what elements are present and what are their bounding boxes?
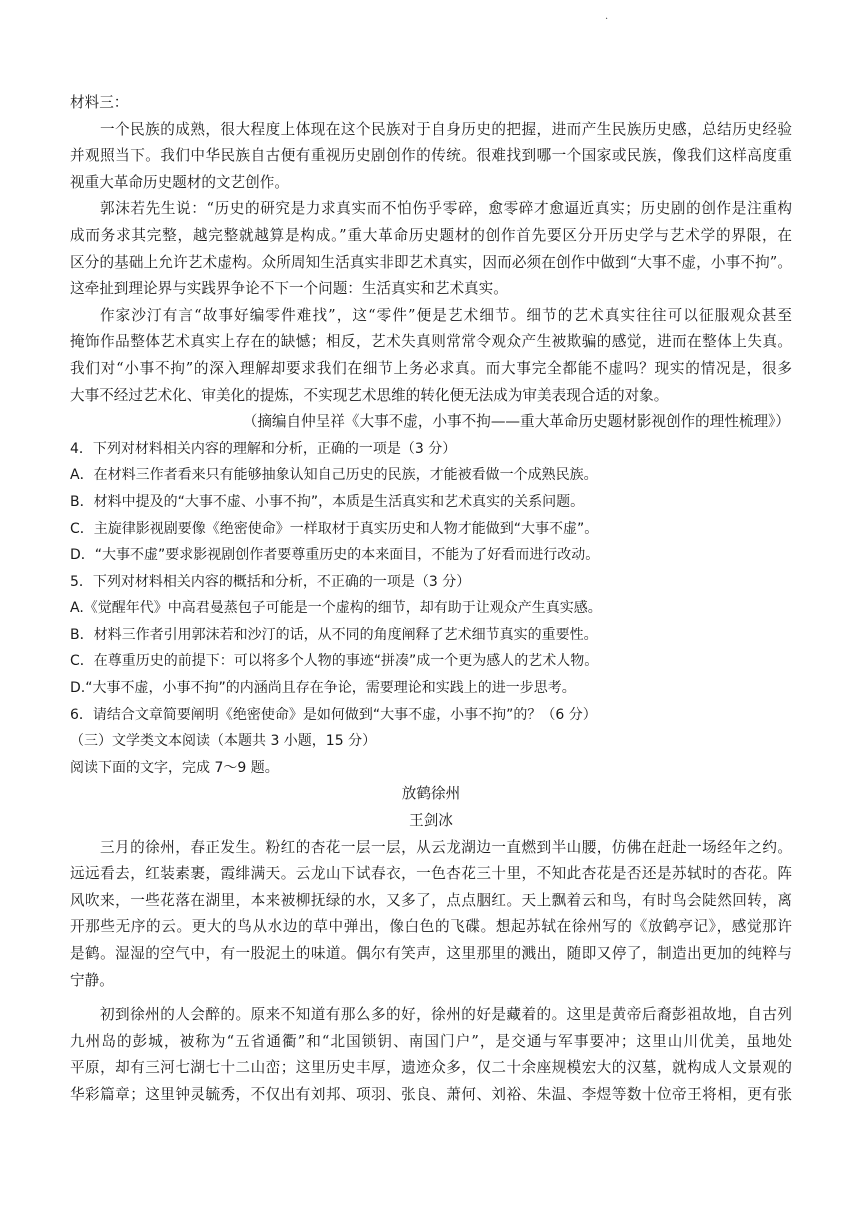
article-p2-line: 初到徐州的人会醉的。原来不知道有那么多的好，徐州的好是藏着的。这里是黄帝后裔彭祖故地，自古列 [100, 1006, 792, 1024]
question-5-option-b: B．材料三作者引用郭沫若和沙汀的话，从不同的角度阐释了艺术细节真实的重要性。 [70, 626, 598, 643]
article-p1-line: 风吹来，一些花落在湖里，本来被柳抚绿的水，又多了，点点胭红。天上飘着云和鸟，有时鸟会陡然回转，离 [70, 891, 792, 909]
question-5-option-c: C．在尊重历史的前提下：可以将多个人物的事迹“拼凑”成一个更为感人的艺术人物。 [70, 653, 599, 670]
question-4-option-b: B．材料中提及的“大事不虚、小事不拘”，本质是生活真实和艺术真实的关系问题。 [70, 493, 585, 510]
question-4-stem: 4．下列对材料相关内容的理解和分析，正确的一项是（3 分） [70, 440, 457, 457]
question-5-option-d: D.“大事不虚，小事不拘”的内涵尚且存在争论，需要理论和实践上的进一步思考。 [70, 680, 576, 697]
question-4-option-c: C．主旋律影视剧要像《绝密使命》一样取材于真实历史和人物才能做到“大事不虚”。 [70, 520, 599, 537]
material-label: 材料三： [70, 94, 129, 111]
article-p1-line: 宁静。 [70, 971, 114, 989]
section-heading: （三）文学类文本阅读（本题共 3 小题，15 分） [70, 733, 377, 750]
material-p2-line: 成而务求其完整，越完整就越算是构成。”重大革命历史题材的创作首先要区分开历史学与艺术学的界限，在 [70, 226, 792, 244]
article-p1-line: 三月的徐州，春正发生。粉红的杏花一层一层，从云龙湖边一直燃到半山腰，仿佛在赶赴一场经年之约。 [100, 838, 792, 856]
material-source: （摘编自仲呈祥《大事不虚，小事不拘——重大革命历史题材影视创作的理性梳理》） [242, 413, 790, 431]
section-instruction: 阅读下面的文字，完成 7～9 题。 [70, 759, 279, 776]
material-p2-line: 这牵扯到理论界与实践界争论不下一个问题：生活真实和艺术真实。 [70, 280, 508, 298]
article-p1-line: 远远看去，红装素裹，霞绯满天。云龙山下试春衣，一色杏花三十里，不知此杏花是否还是苏轼时的杏花。阵 [70, 865, 792, 883]
material-p1-line: 视重大革命历史题材的文艺创作。 [70, 173, 289, 191]
material-p3-line: 大事不经过艺术化、审美化的提炼，不实现艺术思维的转化便无法成为审美表现合适的对象。 [70, 386, 669, 404]
material-p1-line: 并观照当下。我们中华民族自古便有重视历史剧创作的传统。很难找到哪一个国家或民族，像我们这样高度重 [70, 147, 792, 165]
article-title: 放鹤徐州 [401, 785, 461, 803]
question-5-option-a: A.《觉醒年代》中高君曼蒸包子可能是一个虚构的细节，却有助于让观众产生真实感。 [70, 600, 602, 617]
paragraph-gap [70, 994, 792, 1002]
article-author: 王剑冰 [409, 812, 453, 830]
article-p2-line: 平原，却有三河七湖七十二山峦；这里历史丰厚，遗迹众多，仅二十余座规模宏大的汉墓，就构成人文景观的 [70, 1059, 792, 1077]
material-p3-line: 作家沙汀有言“故事好编零件难找”，这“零件”便是艺术细节。细节的艺术真实往往可以征服观众甚至 [100, 306, 792, 324]
question-4-option-a: A．在材料三作者看来只有能够抽象认知自己历史的民族，才能被看做一个成熟民族。 [70, 467, 598, 484]
question-6: 6．请结合文章简要阐明《绝密使命》是如何做到“大事不虚，小事不拘”的？（6 分） [70, 706, 597, 723]
article-p2-line: 九州岛的彭城，被称为“五省通衢”和“北国锁钥、南国门户”，是交通与军事要冲；这里山川优美，虽地处 [70, 1032, 792, 1050]
article-p2-line: 华彩篇章；这里钟灵毓秀，不仅出有刘邦、项羽、张良、萧何、刘裕、朱温、李煜等数十位帝王将相，更有张 [70, 1085, 792, 1103]
material-p1-line: 一个民族的成熟，很大程度上体现在这个民族对于自身历史的把握，进而产生民族历史感，总结历史经验 [100, 120, 792, 138]
material-p2-line: 区分的基础上允许艺术虚构。众所周知生活真实非即艺术真实，因而必须在创作中做到“大事不虚，小事不拘”。 [70, 253, 792, 271]
material-p2-line: 郭沫若先生说：“历史的研究是力求真实而不怕伤乎零碎，愈零碎才愈逼近真实；历史剧的创作是注重构 [100, 200, 792, 218]
material-p3-line: 掩饰作品整体艺术真实上存在的缺憾；相反，艺术失真则常常令观众产生被欺骗的感觉，进而在整体上失真。 [70, 333, 792, 351]
document-body [70, 90, 792, 1109]
question-4-option-d: D．“大事不虚”要求影视剧创作者要尊重历史的本来面目，不能为了好看而进行改动。 [70, 547, 600, 564]
article-p1-line: 是鹤。湿湿的空气中，有一股泥土的味道。偶尔有笑声，这里那里的溅出，随即又停了，制造出更加的纯粹与 [70, 945, 792, 962]
material-p3-line: 我们对“小事不拘”的深入理解却要求我们在细节上务必求真。而大事完全都能不虚吗？现实的情况是，很多 [70, 359, 792, 377]
article-p1-line: 开那些无序的云。更大的鸟从水边的草中弹出，像白色的飞碟。想起苏轼在徐州写的《放鹤亭记》，感觉那许 [70, 918, 792, 936]
header-mark: · [605, 14, 609, 25]
question-5-stem: 5．下列对材料相关内容的概括和分析，不正确的一项是（3 分） [70, 573, 471, 590]
